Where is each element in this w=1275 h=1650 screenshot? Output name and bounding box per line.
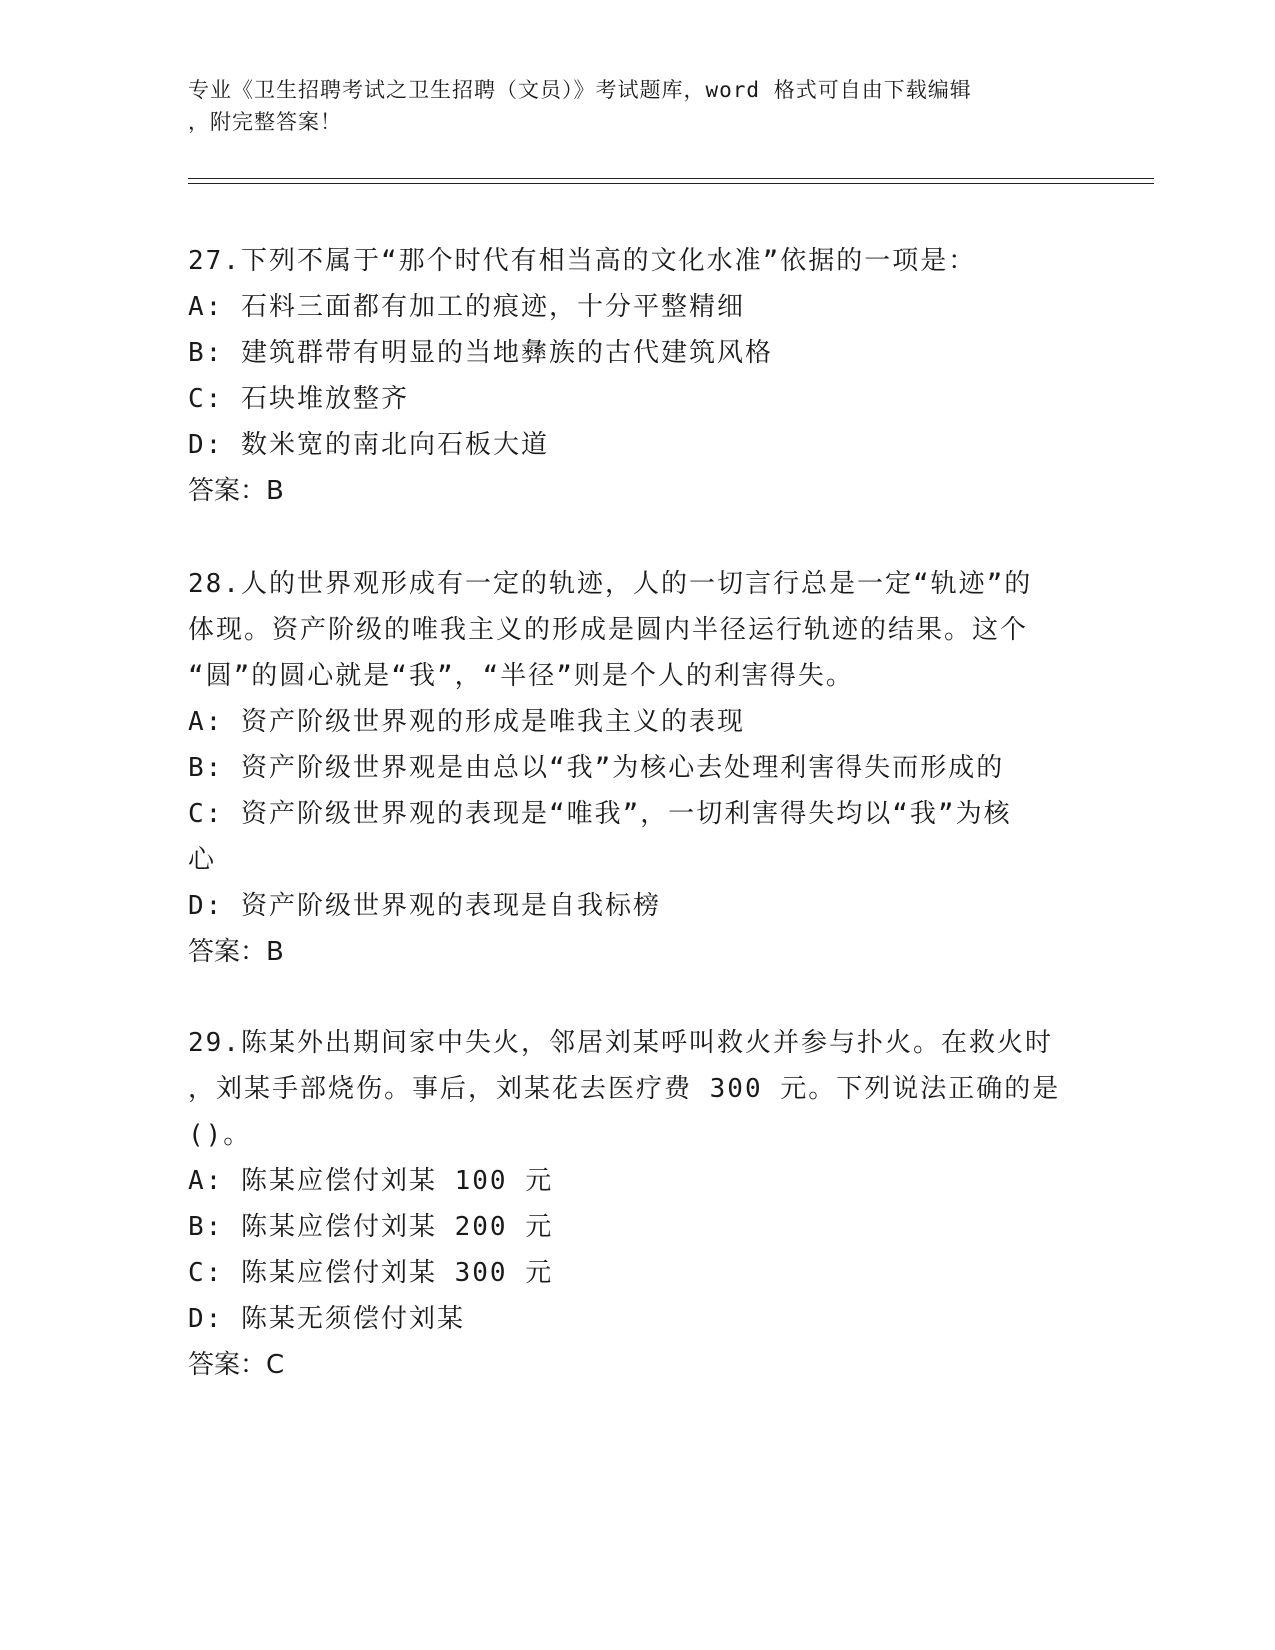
header-divider (188, 178, 1154, 179)
option-d: D: 陈某无须偿付刘某 (188, 1304, 465, 1334)
question-stem: ()。 (188, 1120, 252, 1150)
answer: 答案：B (188, 476, 284, 506)
option-c: C: 资产阶级世界观的表现是“唯我”，一切利害得失均以“我”为核 (188, 799, 1012, 829)
option-d: D: 数米宽的南北向石板大道 (188, 430, 549, 460)
option-c-continued: 心 (188, 845, 217, 875)
document-header (188, 74, 1068, 138)
header-line: 专业《卫生招聘考试之卫生招聘（文员）》考试题库，word 格式可自由下载编辑 (188, 78, 972, 102)
option-c: C: 石块堆放整齐 (188, 384, 409, 414)
answer: 答案：B (188, 937, 284, 967)
option-a: A: 陈某应偿付刘某 100 元 (188, 1166, 554, 1196)
answer: 答案：C (188, 1350, 285, 1380)
option-b: B: 资产阶级世界观是由总以“我”为核心去处理利害得失而形成的 (188, 753, 1005, 783)
header-divider (188, 183, 1154, 184)
question-stem: 28.人的世界观形成有一定的轨迹，人的一切言行总是一定“轨迹”的 (188, 569, 1033, 599)
question-29 (188, 1020, 1088, 1388)
question-stem: ，刘某手部烧伤。事后，刘某花去医疗费 300 元。下列说法正确的是 (188, 1074, 1061, 1104)
header-line: ，附完整答案！ (188, 110, 342, 134)
question-stem: 27.下列不属于“那个时代有相当高的文化水准”依据的一项是： (188, 246, 977, 276)
option-a: A: 资产阶级世界观的形成是唯我主义的表现 (188, 707, 745, 737)
question-stem: “圆”的圆心就是“我”，“半径”则是个人的利害得失。 (188, 661, 854, 691)
option-d: D: 资产阶级世界观的表现是自我标榜 (188, 891, 661, 921)
option-b: B: 建筑群带有明显的当地彝族的古代建筑风格 (188, 338, 773, 368)
question-27 (188, 238, 1088, 514)
question-stem: 29.陈某外出期间家中失火，邻居刘某呼叫救火并参与扑火。在救火时 (188, 1028, 1053, 1058)
option-b: B: 陈某应偿付刘某 200 元 (188, 1212, 554, 1242)
question-28 (188, 561, 1088, 975)
option-c: C: 陈某应偿付刘某 300 元 (188, 1258, 554, 1288)
question-stem: 体现。资产阶级的唯我主义的形成是圆内半径运行轨迹的结果。这个 (188, 615, 1029, 645)
option-a: A: 石料三面都有加工的痕迹，十分平整精细 (188, 292, 745, 322)
